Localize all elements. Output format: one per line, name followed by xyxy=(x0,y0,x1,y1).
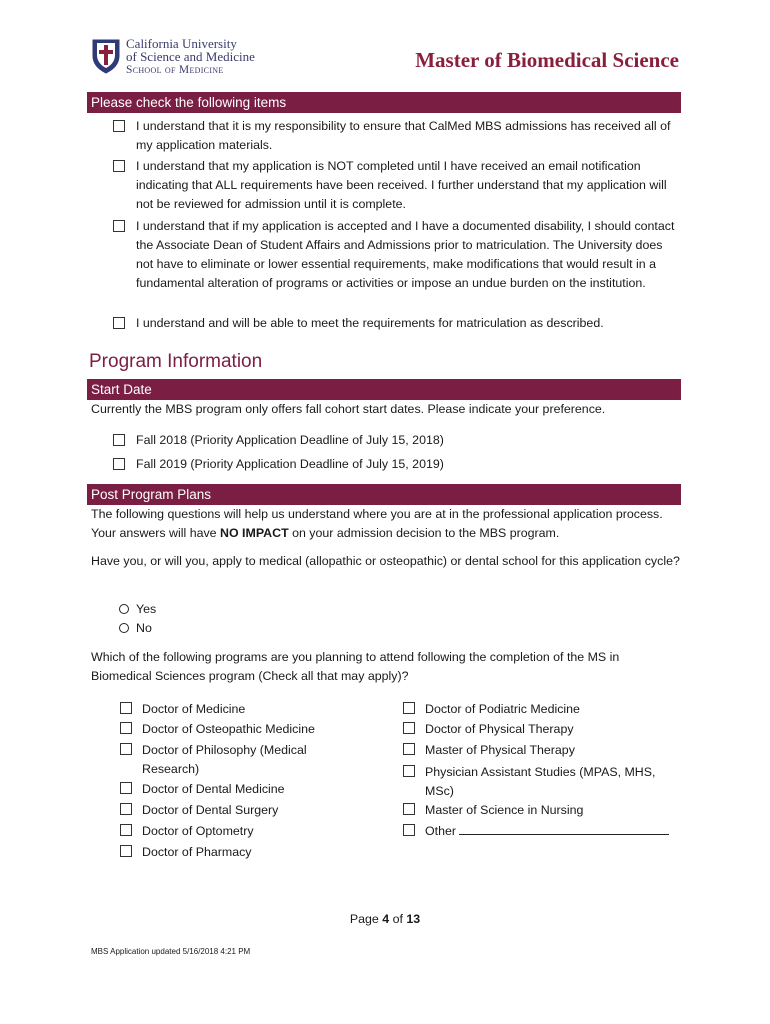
program-checkbox-optometry[interactable] xyxy=(120,824,132,836)
program-checkbox-doctor-of-medicine[interactable] xyxy=(120,702,132,714)
radio-label-no: No xyxy=(136,621,152,635)
program-option-label: Doctor of Dental Medicine xyxy=(142,782,285,796)
program-option xyxy=(120,822,254,841)
checklist-item-text: I understand and will be able to meet the requirements for matriculation as described. xyxy=(136,316,604,330)
start-date-option xyxy=(113,455,444,474)
program-option xyxy=(403,763,665,801)
program-option xyxy=(120,700,245,719)
start-date-checkbox-2018[interactable] xyxy=(113,434,125,446)
program-checkbox-podiatric[interactable] xyxy=(403,702,415,714)
program-checkbox-other[interactable] xyxy=(403,824,415,836)
page-number xyxy=(0,912,770,926)
university-logo-shield-icon xyxy=(91,38,121,74)
post-plans-intro-text: The following questions will help us understand where you are at in the professional application process. Your answers will have xyxy=(91,507,663,540)
program-option-label: Doctor of Medicine xyxy=(142,702,246,716)
program-option-label: Physician Assistant Studies (MPAS, MHS, MSc) xyxy=(425,765,656,798)
checklist-checkbox-3[interactable] xyxy=(113,220,125,232)
start-date-option xyxy=(113,431,444,450)
program-option-label: Doctor of Pharmacy xyxy=(142,845,252,859)
program-option xyxy=(120,720,315,739)
logo-line-2: of Science and Medicine xyxy=(126,49,255,64)
program-option-label: Doctor of Philosophy (Medical Research) xyxy=(142,743,307,776)
university-name xyxy=(126,37,255,77)
program-option-label: Master of Science in Nursing xyxy=(425,803,584,817)
checklist-item xyxy=(113,157,683,214)
program-option xyxy=(403,822,669,841)
program-option-label: Doctor of Dental Surgery xyxy=(142,803,279,817)
post-plans-intro-text-end: on your admission decision to the MBS program. xyxy=(288,526,560,540)
checklist-item-text: I understand that my application is NOT completed until I have received an email notification indicating that ALL requirements have been received. I further understand that my application will not be reviewed for admission until it is complete. xyxy=(136,159,667,211)
logo-line-3: School of Medicine xyxy=(126,64,224,76)
program-option-label: Doctor of Osteopathic Medicine xyxy=(142,722,315,736)
program-checkbox-dental-surgery[interactable] xyxy=(120,803,132,815)
program-option xyxy=(403,700,580,719)
page-total: 13 xyxy=(406,912,421,926)
program-option xyxy=(120,801,278,820)
program-information-heading: Program Information xyxy=(89,351,263,372)
other-input-line[interactable] xyxy=(459,822,669,835)
program-checkbox-doctor-physical-therapy[interactable] xyxy=(403,722,415,734)
program-option xyxy=(403,801,583,820)
start-date-section-bar: Start Date xyxy=(87,379,681,400)
checklist-checkbox-4[interactable] xyxy=(113,317,125,329)
radio-no[interactable] xyxy=(119,623,129,633)
checklist-section-bar: Please check the following items xyxy=(87,92,681,113)
logo-line-1: California University xyxy=(126,36,237,51)
program-checkbox-pharmacy[interactable] xyxy=(120,845,132,857)
checklist-item-text: I understand that it is my responsibility to ensure that CalMed MBS admissions has received all of my application materials. xyxy=(136,119,671,152)
program-option-label: Doctor of Optometry xyxy=(142,824,254,838)
program-option xyxy=(403,720,574,739)
document-title: Master of Biomedical Science xyxy=(415,48,679,72)
radio-label-yes: Yes xyxy=(136,602,157,616)
radio-option xyxy=(119,619,152,638)
program-option xyxy=(120,741,330,779)
program-option-label: Other xyxy=(425,824,456,838)
radio-option xyxy=(119,600,156,619)
checklist-item xyxy=(113,117,683,155)
radio-yes[interactable] xyxy=(119,604,129,614)
page-current: 4 xyxy=(382,912,390,926)
start-date-intro: Currently the MBS program only offers fall cohort start dates. Please indicate your preference. xyxy=(91,402,606,416)
program-option-label: Master of Physical Therapy xyxy=(425,743,575,757)
checklist-item xyxy=(113,314,683,333)
program-checkbox-master-physical-therapy[interactable] xyxy=(403,743,415,755)
post-plans-intro xyxy=(91,505,681,543)
question-apply-medical-school: Have you, or will you, apply to medical (allopathic or osteopathic) or dental school for this application cycle? xyxy=(91,554,680,568)
program-option xyxy=(120,780,285,799)
start-date-option-label: Fall 2018 (Priority Application Deadline of July 15, 2018) xyxy=(136,433,444,447)
program-checkbox-osteopathic[interactable] xyxy=(120,722,132,734)
program-checkbox-nursing[interactable] xyxy=(403,803,415,815)
footer-updated: MBS Application updated 5/16/2018 4:21 PM xyxy=(91,947,251,956)
page-prefix: Page xyxy=(349,912,383,926)
checklist-item-text: I understand that if my application is accepted and I have a documented disability, I should contact the Associate Dean of Student Affairs and Admissions prior to matriculation. The University does not have to eliminate or lower essential requirements, make modifications that would result in a fundamental alteration of programs or activities or impose an undue burden on the institution. xyxy=(136,219,675,290)
post-program-plans-section-bar: Post Program Plans xyxy=(87,484,681,505)
program-option-label: Doctor of Podiatric Medicine xyxy=(425,702,580,716)
program-option xyxy=(403,741,575,760)
page-of: of xyxy=(389,912,407,926)
checklist-checkbox-1[interactable] xyxy=(113,120,125,132)
program-checkbox-philosophy[interactable] xyxy=(120,743,132,755)
start-date-option-label: Fall 2019 (Priority Application Deadline of July 15, 2019) xyxy=(136,457,444,471)
program-option xyxy=(120,843,252,862)
checklist-item xyxy=(113,217,683,293)
program-checkbox-physician-assistant[interactable] xyxy=(403,765,415,777)
start-date-checkbox-2019[interactable] xyxy=(113,458,125,470)
question-programs-planned: Which of the following programs are you planning to attend following the completion of the MS in Biomedical Sciences program (Check all that may apply)? xyxy=(91,650,620,683)
program-option-label: Doctor of Physical Therapy xyxy=(425,722,574,736)
no-impact-emphasis: NO IMPACT xyxy=(220,526,289,540)
checklist-checkbox-2[interactable] xyxy=(113,160,125,172)
program-checkbox-dental-medicine[interactable] xyxy=(120,782,132,794)
